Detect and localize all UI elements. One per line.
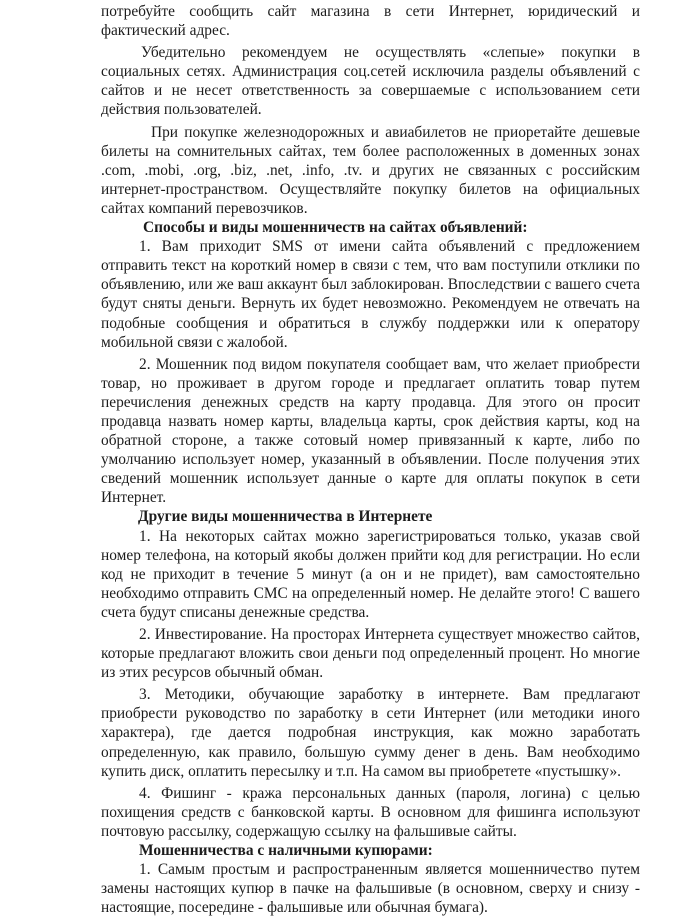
internet-item-1: 1. На некоторых сайтах можно зарегистрироваться только, указав свой номер телефона, на который якобы должен прийти код для регистрации. Но если код не приходит в течение 5 минут (а он и не придет), вам самостоятельно необходимо отправить СМС на определенный номер. Не делайте этого! С вашего счета будут списаны денежные средства.: [101, 527, 640, 621]
classifieds-item-1: 1. Вам приходит SMS от имени сайта объявлений с предложением отправить текст на короткий номер в связи с тем, что вам поступили отклики по объявлению, или же ваш аккаунт был заблокирован. Впоследствии с вашего счета будут сняты деньги. Вернуть их будет невозможно. Рекомендуем не отвечать на подобные сообщения и обратиться в службу поддержки или к оператору мобильной связи с жалобой.: [101, 238, 640, 351]
classifieds-item-2: 2. Мошенник под видом покупателя сообщает вам, что желает приобрести товар, но проживает в другом городе и предлагает оплатить товар путем перечисления денежных средств на карту продавца. Для этого он просит продавца назвать номер карты, владельца карты, срок действия карты, код на обратной стороне, а также сотовый номер привязанный к карте, либо по умолчанию использует номер, указанный в объявлении. После получения этих сведений мошенник использует данные о карте для оплаты покупок в сети Интернет.: [101, 355, 640, 507]
internet-item-2: 2. Инвестирование. На просторах Интернета существует множество сайтов, которые предлагают вложить свои деньги под определенный процент. Но многие из этих ресурсов обычный обман.: [101, 626, 640, 682]
heading-cash-fraud: Мошенничества с наличными купюрами:: [139, 842, 433, 860]
internet-item-4: 4. Фишинг - кража персональных данных (пароля, логина) с целью похищения средств с банковской карты. В основном для фишинга используют почтовую рассылку, содержащую ссылку на фальшивые сайты.: [101, 784, 640, 840]
heading-classifieds-fraud: Способы и виды мошенничеств на сайтах объявлений:: [143, 219, 528, 237]
cash-item-1: 1. Самым простым и распространенным является мошенничество путем замены настоящих купюр в пачке на фальшивые (в основном, сверху и снизу - настоящие, посередине - фальшивые или обычная бумага).: [101, 861, 640, 917]
paragraph-social-networks: Убедительно рекомендуем не осуществлять «слепые» покупки в социальных сетях. Администрация соц.сетей исключила разделы объявлений с сайтов и не несет ответственность за совершаемые с использованием сети действия пользователей.: [101, 44, 640, 119]
paragraph-address: потребуйте сообщить сайт магазина в сети Интернет, юридический и фактический адрес.: [101, 3, 640, 40]
heading-internet-fraud: Другие виды мошенничества в Интернете: [138, 508, 433, 526]
internet-item-3: 3. Методики, обучающие заработку в интернете. Вам предлагают приобрести руководство по заработку в сети Интернет (или методики иного характера), где дается подробная инструкция, как можно заработать определенную, как правило, большую сумму денег в день. Вам необходимо купить диск, оплатить пересылку и т.п. На самом вы приобретете «пустышку».: [101, 686, 640, 780]
paragraph-tickets: При покупке железнодорожных и авиабилетов не приоретайте дешевые билеты на сомнительных сайтах, тем более расположенных в доменных зонах .com, .mobi, .org, .biz, .net, .info, .tv. и других не связанных с российским интернет-пространством. Осуществляйте покупку билетов на официальных сайтах компаний перевозчиков.: [101, 123, 640, 217]
